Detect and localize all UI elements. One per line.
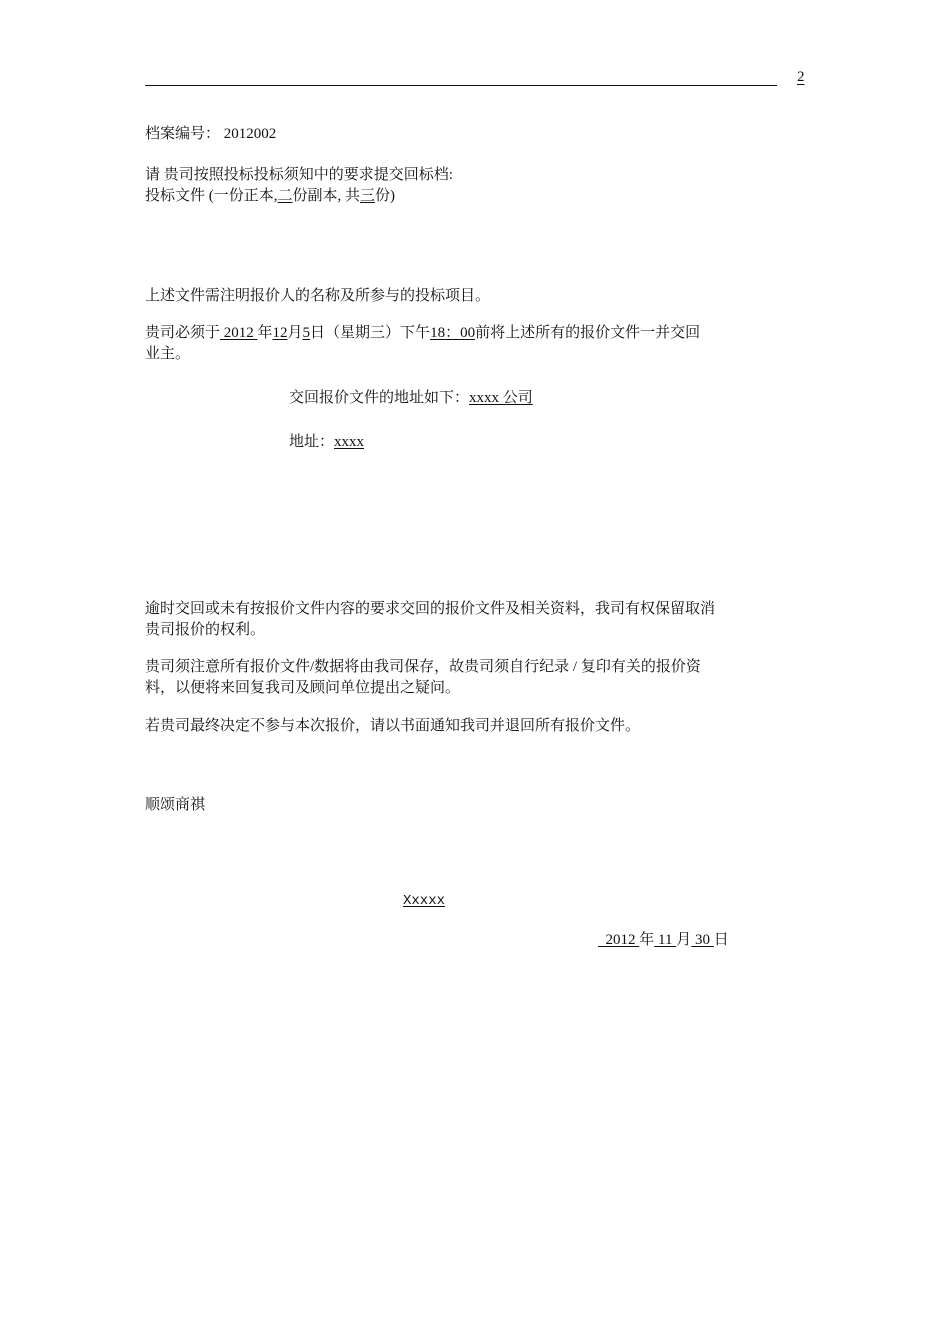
request-mid: 份副本, 共: [292, 188, 361, 204]
date-year-unit: 年: [639, 932, 655, 948]
address-value: xxxx: [334, 434, 365, 450]
deadline-day: 5: [302, 325, 311, 341]
file-number-label: 档案编号：: [145, 126, 221, 142]
paragraph-2-line-1: 贵司须注意所有报价文件/数据将由我司保存，故贵司须自行纪录 / 复印有关的报价资: [145, 659, 701, 675]
paragraph-1-line-1: 逾时交回或未有按报价文件内容的要求交回的报价文件及相关资料，我司有权保留取消: [145, 601, 716, 617]
file-number-value: 2012002: [223, 126, 277, 142]
deadline-year: 2012: [220, 325, 258, 341]
notice: 上述文件需注明报价人的名称及所参与的投标项目。: [145, 288, 491, 304]
deadline-month-unit: 月: [287, 325, 303, 341]
deadline-line-1: [145, 323, 700, 343]
request-line-1: 请 贵司按照投标投标须知中的要求提交回标档:: [145, 167, 453, 183]
deadline-line-2: 业主。: [145, 346, 191, 362]
paragraph-2-line-2: 料，以便将来回复我司及顾问单位提出之疑问。: [145, 680, 461, 696]
return-address-line: [289, 388, 533, 408]
deadline-day-unit: 日（星期三）下午: [310, 325, 431, 341]
paragraph-1-line-2: 贵司报价的权利。: [145, 622, 266, 638]
date-month: 11: [654, 932, 677, 948]
date-month-unit: 月: [676, 932, 692, 948]
date-day-unit: 日: [713, 932, 729, 948]
return-address-label: 交回报价文件的地址如下：: [289, 390, 470, 406]
deadline-prefix: 贵司必须于: [145, 325, 221, 341]
return-company: xxxx 公司: [469, 390, 533, 406]
request-prefix: 投标文件 (一份正本,: [145, 188, 278, 204]
date-day: 30: [691, 932, 714, 948]
page-number: 2: [797, 69, 805, 85]
file-number: [145, 124, 276, 144]
signature: Xxxxx: [403, 893, 446, 909]
request-line-2: [145, 186, 395, 206]
paragraph-3: 若贵司最终决定不参与本次报价，请以书面通知我司并退回所有报价文件。: [145, 718, 641, 734]
closing: 顺颂商祺: [145, 797, 206, 813]
address-label: 地址：: [289, 434, 335, 450]
total-count: 三: [360, 188, 376, 204]
deadline-time: 18：00: [430, 325, 476, 341]
request-suffix: 份): [375, 188, 396, 204]
date-year: 2012: [598, 932, 640, 948]
deadline-month: 12: [272, 325, 288, 341]
deadline-year-unit: 年: [257, 325, 273, 341]
date-line: [598, 930, 729, 950]
address-line: [289, 432, 364, 452]
copies-count: 二: [277, 188, 293, 204]
header-rule: [145, 85, 777, 86]
deadline-suffix: 前将上述所有的报价文件一并交回: [475, 325, 701, 341]
